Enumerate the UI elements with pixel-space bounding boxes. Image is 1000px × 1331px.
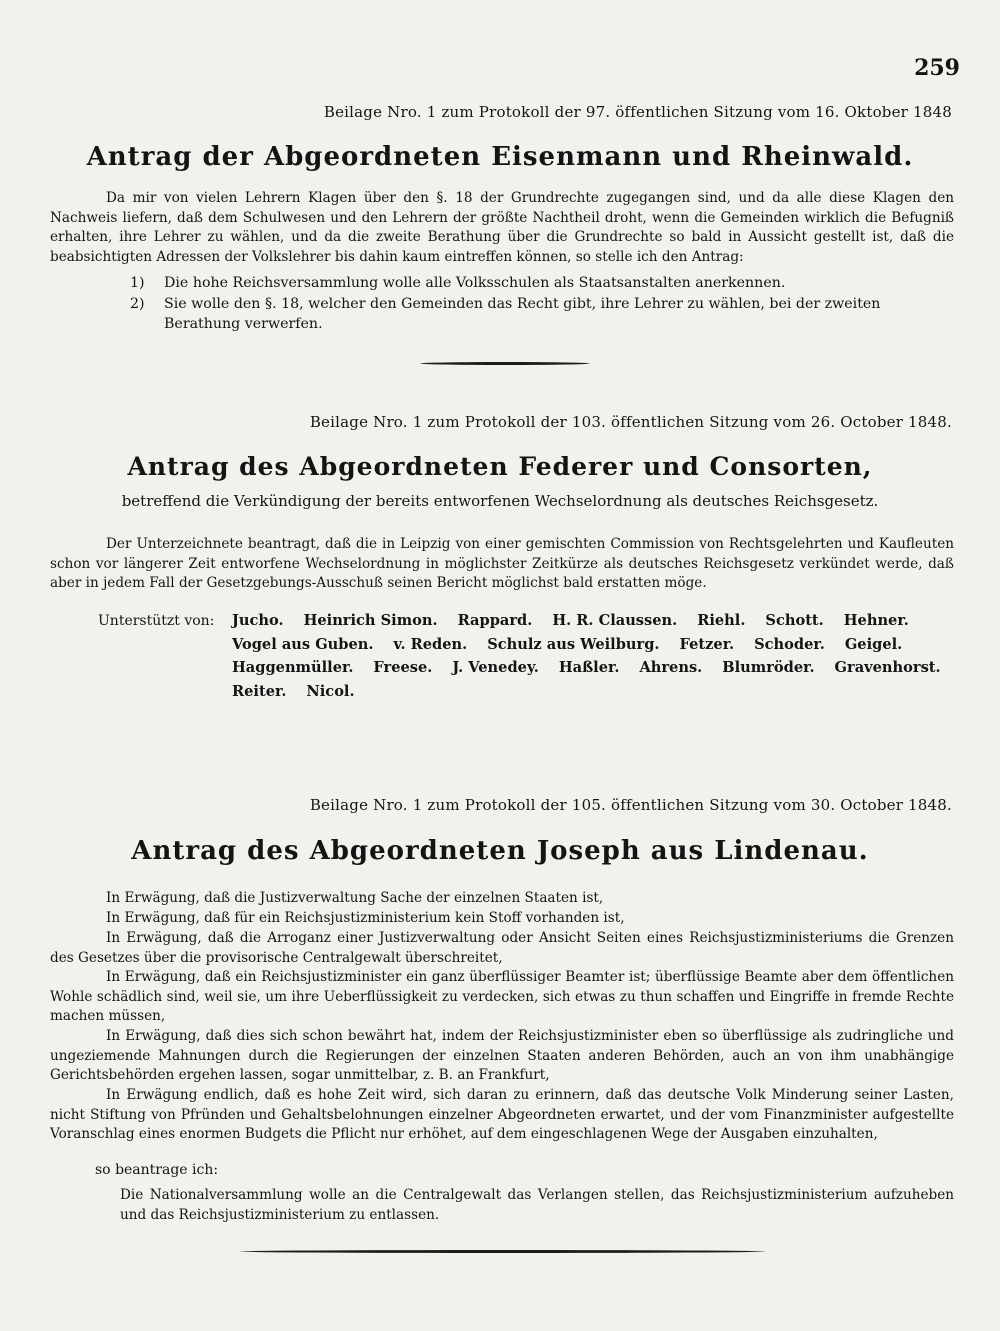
names-line: [232, 656, 962, 680]
page-number: 259: [914, 55, 960, 81]
end-divider: [240, 1250, 765, 1253]
item-number: 2): [130, 296, 145, 312]
supporter-name: Ahrens.: [639, 659, 703, 676]
section2-header: Beilage Nro. 1 zum Protokoll der 103. öffentlichen Sitzung vom 26. October 1848.: [309, 413, 952, 431]
supporter-name: Schoder.: [754, 635, 825, 653]
consideration-text: In Erwägung, daß die Justizverwaltung Sache der einzelnen Staaten ist,: [106, 890, 604, 906]
supporter-name: Haßler.: [558, 659, 620, 676]
section1-title: Antrag der Abgeordneten Eisenmann und Rheinwald.: [86, 142, 914, 172]
section3-header: Beilage Nro. 1 zum Protokoll der 105. öffentlichen Sitzung vom 30. October 1848.: [309, 796, 952, 814]
supporter-name: Jucho.: [232, 612, 284, 629]
consideration-3: [50, 929, 954, 968]
supporter-name: Rappard.: [457, 612, 533, 629]
supporter-name: Haggenmüller.: [232, 659, 354, 676]
supporter-name: Geigel.: [844, 635, 903, 653]
section1-item-1: [130, 273, 954, 293]
section1-paragraph-text: Da mir von vielen Lehrern Klagen über den §. 18 der Grundrechte zugegangen sind, und da alle diese Klagen den Nachweis liefern, daß dem Schulwesen und den Lehrern der größte Nachtheil droht, wenn die Gemeinden wirklich die Befugniß erhalten, ihre Lehrer zu wählen, und da die zweite Berathung über die Grundrechte so bald in Aussicht gestellt ist, daß die beabsichtigten Adressen der Volkslehrer bis dahin kaum eintreffen können, so stelle ich den Antrag:: [50, 190, 954, 265]
supporter-name: Heinrich Simon.: [303, 612, 438, 629]
section2-paragraph: [50, 535, 954, 594]
supported-by-label: Unterstützt von:: [98, 613, 215, 629]
consideration-text: In Erwägung, daß die Arroganz einer Justizverwaltung oder Ansicht Seiten eines Reichsjustizministeriums die Grenzen des Gesetzes über die provisorische Centralgewalt überschreitet,: [50, 930, 954, 966]
supporter-name: Schott.: [765, 612, 824, 629]
final-motion-text: Die Nationalversammlung wolle an die Centralgewalt das Verlangen stellen, das Reichsjustizministerium aufzuheben und das Reichsjustizministerium zu entlassen.: [120, 1187, 954, 1223]
section3-title: Antrag des Abgeordneten Joseph aus Lindenau.: [131, 836, 869, 866]
supporter-name: Hehner.: [843, 612, 909, 629]
supporter-name: Blumröder.: [722, 659, 815, 676]
item-number: 1): [130, 275, 145, 291]
names-line: [232, 609, 962, 633]
supporter-name: J. Venedey.: [452, 659, 539, 676]
section2-paragraph-text: Der Unterzeichnete beantragt, daß die in Leipzig von einer gemischten Commission von Rechtsgelehrten und Kaufleuten schon vor längerer Zeit entworfene Wechselordnung in möglichster Zeitkürze als deutsches Reichsgesetz verkündet werde, daß aber in jedem Fall der Gesetzgebungs-Ausschuß seinen Bericht möglichst bald erstatten möge.: [50, 536, 954, 592]
item-text: Die hohe Reichsversammlung wolle alle Volksschulen als Staatsanstalten anerkennen.: [164, 275, 786, 291]
supporter-name: H. R. Claussen.: [552, 612, 678, 629]
supporter-name: Schulz aus Weilburg.: [487, 635, 660, 653]
section2-subtitle: betreffend die Verkündigung der bereits entworfenen Wechselordnung als deutsches Reichsgesetz.: [121, 492, 879, 510]
supporter-name: Gravenhorst.: [834, 659, 941, 676]
section1-paragraph: [50, 189, 954, 267]
supporter-name: Reiter.: [232, 682, 287, 700]
consideration-4: [50, 968, 954, 1027]
section1-header: Beilage Nro. 1 zum Protokoll der 97. öffentlichen Sitzung vom 16. Oktober 1848: [323, 103, 952, 121]
section1-item-2: [130, 294, 954, 334]
names-line: [232, 633, 962, 657]
supporter-name: Freese.: [373, 659, 433, 676]
consideration-text: In Erwägung, daß für ein Reichsjustizministerium kein Stoff vorhanden ist,: [106, 910, 625, 926]
consideration-text: In Erwägung endlich, daß es hohe Zeit wird, sich daran zu erinnern, daß das deutsche Volk Minderung seiner Lasten, nicht Stiftung von Pfründen und Gehaltsbelohnungen einzelner Abgeordneten erwartet, und der vom Finanzminister aufgestellte Voranschlag eines enormen Budgets die Pflicht nur erhöhet, auf dem eingeschlagenen Wege der Ausgaben einzuhalten,: [50, 1087, 954, 1143]
supporter-name: v. Reden.: [393, 635, 468, 653]
names-line: [232, 680, 962, 704]
consideration-5: [50, 1027, 954, 1086]
section2-title: Antrag des Abgeordneten Federer und Consorten,: [127, 452, 873, 481]
consideration-text: In Erwägung, daß ein Reichsjustizminister ein ganz überflüssiger Beamter ist; überflüssige Beamte aber dem öffentlichen Wohle schädlich sind, weil sie, um ihre Ueberflüssigkeit zu verdecken, sich etwas zu thun schaffen und Eingriffe in fremde Rechte machen müssen,: [50, 969, 954, 1025]
section-divider: [420, 362, 590, 365]
consideration-6: [50, 1086, 954, 1145]
item-text: Sie wolle den §. 18, welcher den Gemeinden das Recht gibt, ihre Lehrer zu wählen, bei der zweiten Berathung verwerfen.: [164, 296, 881, 332]
supporter-name: Riehl.: [697, 612, 746, 629]
so-beantrage: so beantrage ich:: [95, 1162, 219, 1178]
supporter-names: [232, 609, 962, 703]
supporter-name: Vogel aus Guben.: [232, 635, 374, 653]
consideration-2: [50, 909, 954, 929]
consideration-text: In Erwägung, daß dies sich schon bewährt hat, indem der Reichsjustizminister eben so überflüssige als zudringliche und ungeziemende Mahnungen durch die Regierungen der einzelnen Staaten anderen Behörden, auch an von ihm unabhängige Gerichtsbehörden ergehen lassen, sogar unmittelbar, z. B. an Frankfurt,: [50, 1028, 954, 1084]
supporter-name: Nicol.: [306, 682, 355, 700]
supporter-name: Fetzer.: [679, 635, 735, 653]
final-motion: [120, 1186, 954, 1225]
consideration-1: [50, 889, 954, 909]
